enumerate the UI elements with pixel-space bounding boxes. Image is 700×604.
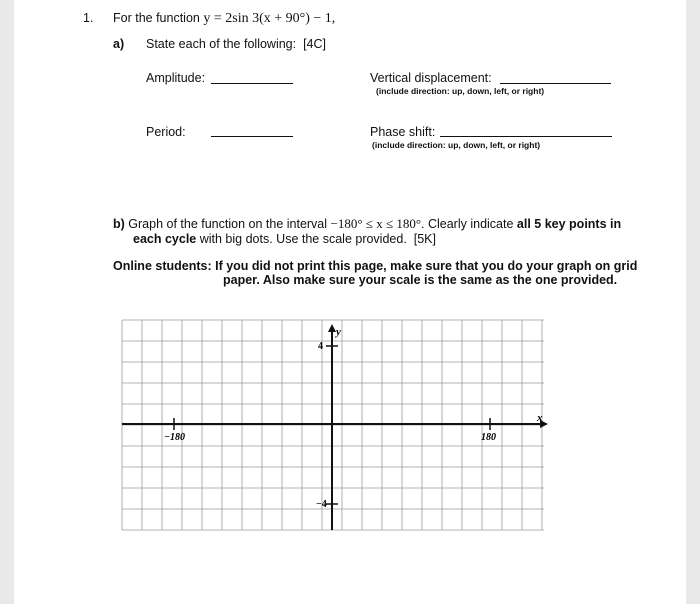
function-expression: y = 2sin 3(x + 90°) − 1, [203, 11, 336, 26]
x-axis-label: x [537, 412, 543, 424]
online-label: Online students: [113, 259, 212, 273]
vertical-displacement-answer-blank[interactable] [500, 83, 611, 84]
y-min-label: −4 [316, 499, 327, 510]
left-margin [0, 0, 14, 604]
x-min-label: −180 [164, 432, 186, 443]
online-line-1 [113, 259, 637, 273]
part-b-line-2 [133, 232, 436, 246]
right-margin [686, 0, 700, 604]
part-b-text-rest: with big dots. Use the scale provided. [199, 232, 407, 246]
question-intro-text: For the function [113, 11, 200, 25]
question-intro [113, 11, 335, 27]
part-a-instruction-text: State each of the following: [146, 37, 297, 51]
x-max-label: 180 [481, 432, 496, 443]
part-b-marks: [5K] [413, 232, 436, 246]
period-label: Period: [146, 125, 186, 139]
part-b-line-1 [113, 216, 621, 232]
part-b-text-start: Graph of the function on the interval [128, 217, 328, 231]
question-number: 1. [83, 11, 94, 25]
amplitude-answer-blank[interactable] [211, 83, 293, 84]
y-max-label: 4 [318, 341, 323, 352]
part-b-label: b) [113, 217, 125, 231]
phase-shift-answer-blank[interactable] [440, 136, 612, 137]
vertical-displacement-label: Vertical displacement: [370, 71, 492, 85]
amplitude-label: Amplitude: [146, 71, 206, 85]
vertical-displacement-note: (include direction: up, down, left, or right) [376, 86, 545, 96]
graph-grid[interactable] [120, 318, 550, 534]
online-text-1: If you did not print this page, make sure that you do your graph on grid [215, 259, 638, 273]
part-b-interval: −180° ≤ x ≤ 180° [330, 216, 422, 231]
part-a-marks: [4C] [303, 37, 326, 51]
period-answer-blank[interactable] [211, 136, 293, 137]
part-a-instruction [146, 37, 326, 51]
part-b-key-points: all 5 key points in [516, 217, 622, 231]
online-text-2: paper. Also make sure your scale is the same as the one provided. [223, 273, 618, 287]
phase-shift-label: Phase shift: [370, 125, 436, 139]
part-b-each-cycle: each cycle [133, 232, 197, 246]
y-axis-arrow-icon [328, 324, 336, 332]
part-a-label: a) [113, 37, 125, 51]
phase-shift-note: (include direction: up, down, left, or right) [372, 140, 541, 150]
y-axis-label: y [336, 326, 341, 338]
part-b-text-mid: . Clearly indicate [421, 217, 514, 231]
